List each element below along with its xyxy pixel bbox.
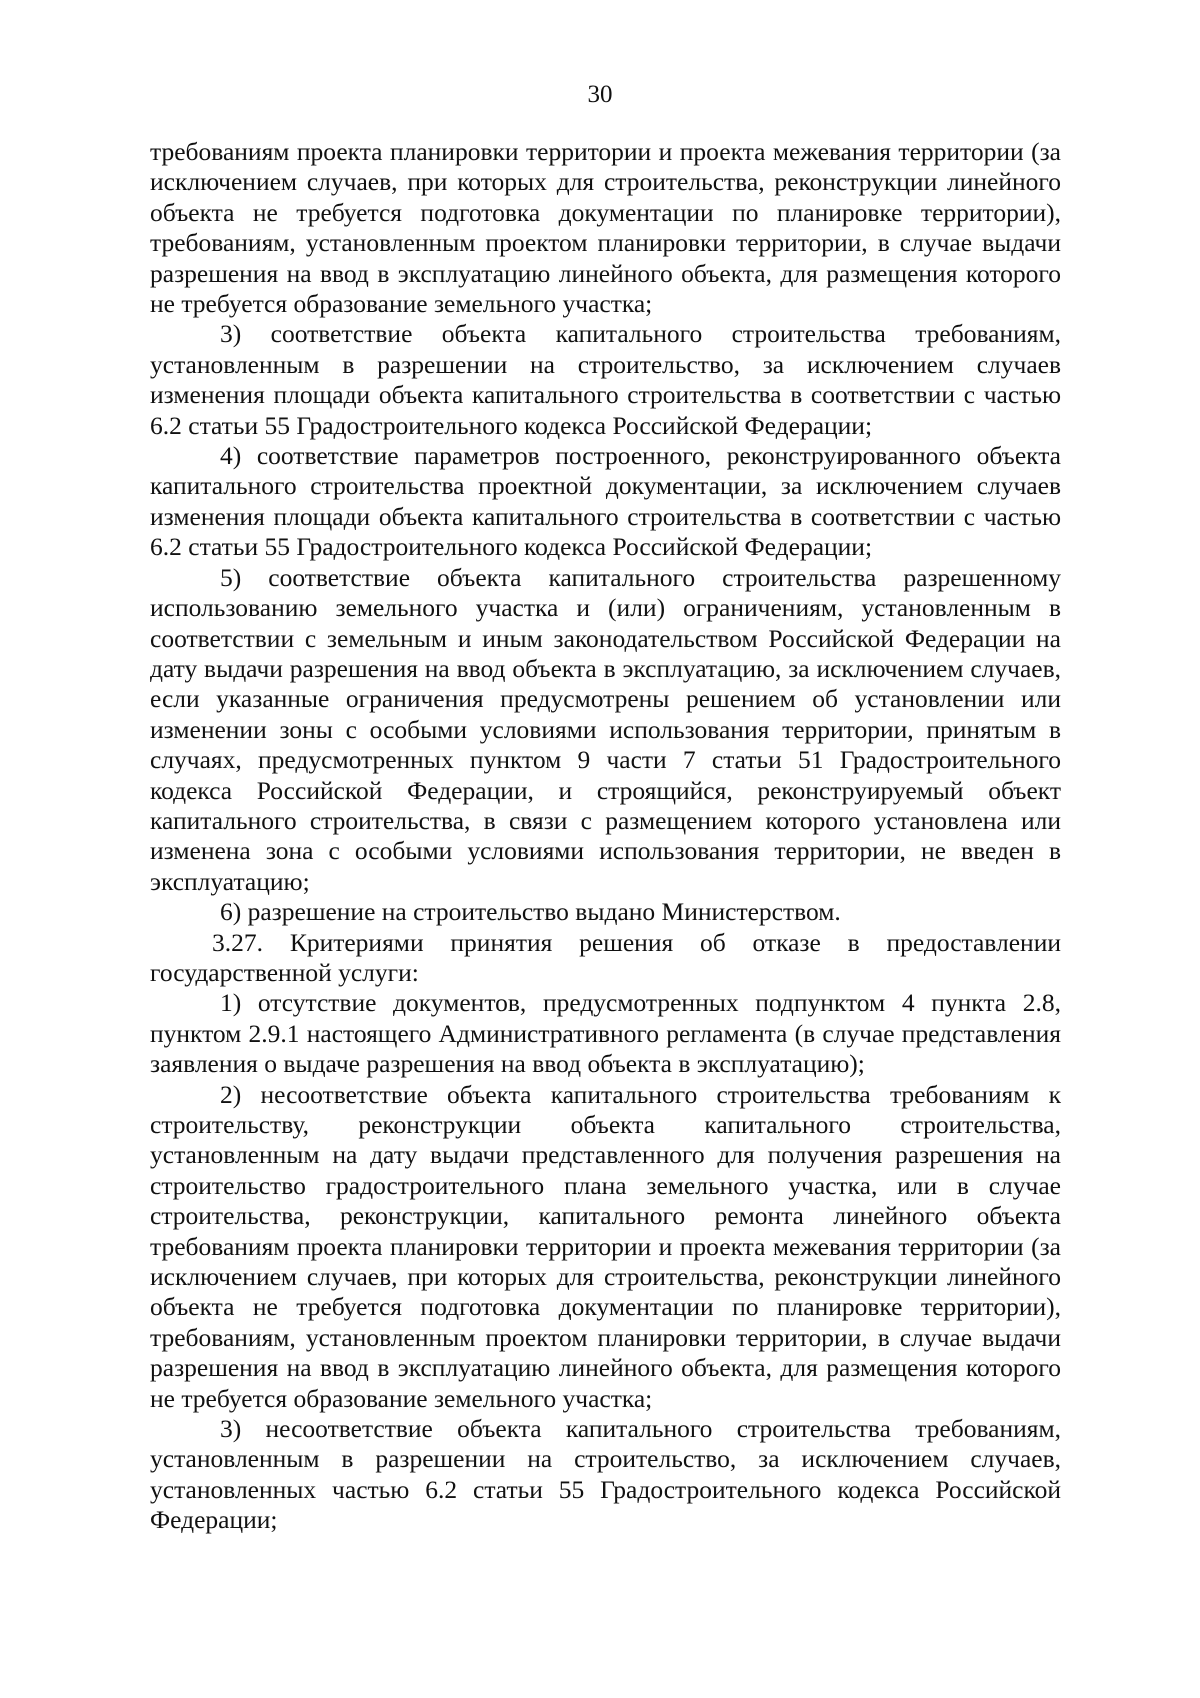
paragraph-section-3-27: 3.27. Критериями принятия решения об отказе в предоставлении государственной услуги:	[150, 927, 1061, 987]
document-body	[150, 137, 1061, 1536]
paragraph-item-4: 4) соответствие параметров построенного, реконструированного объекта капитального строительства проектной документации, за исключением случаев изменения площади объекта капитального строительства в соответствии с частью 6.2 статьи 55 Градостроительного кодекса Российской Федерации;	[150, 441, 1061, 562]
paragraph-refusal-item-3: 3) несоответствие объекта капитального строительства требованиям, установленным в разрешении на строительство, за исключением случаев, установленных частью 6.2 статьи 55 Градостроительного кодекса Российской Федерации;	[150, 1414, 1061, 1535]
paragraph-item-6: 6) разрешение на строительство выдано Министерством.	[220, 897, 841, 927]
page-number: 30	[587, 81, 613, 108]
paragraph-refusal-item-1: 1) отсутствие документов, предусмотренных подпунктом 4 пункта 2.8, пунктом 2.9.1 настоящего Административного регламента (в случае представления заявления о выдаче разрешения на ввод объекта в эксплуатацию);	[150, 988, 1061, 1079]
paragraph-item-5: 5) соответствие объекта капитального строительства разрешенному использованию земельного участка и (или) ограничениям, установленным в соответствии с земельным и иным законодательством Российской Федерации на дату выдачи разрешения на ввод объекта в эксплуатацию, за исключением случаев, если указанные ограничения предусмотрены решением об установлении или изменении зоны с особыми условиями использования территории, принятым в случаях, предусмотренных пунктом 9 части 7 статьи 51 Градостроительного кодекса Российской Федерации, и строящийся, реконструируемый объект капитального строительства, в связи с размещением которого установлена или изменена зона с особыми условиями использования территории, не введен в эксплуатацию;	[150, 562, 1061, 896]
paragraph-continuation: требованиям проекта планировки территории и проекта межевания территории (за исключением случаев, при которых для строительства, реконструкции линейного объекта не требуется подготовка документации по планировке территории), требованиям, установленным проектом планировки территории, в случае выдачи разрешения на ввод в эксплуатацию линейного объекта, для размещения которого не требуется образование земельного участка;	[150, 137, 1061, 319]
paragraph-refusal-item-2: 2) несоответствие объекта капитального строительства требованиям к строительству, реконструкции объекта капитального строительства, установленным на дату выдачи представленного для получения разрешения на строительство градостроительного плана земельного участка, или в случае строительства, реконструкции, капитального ремонта линейного объекта требованиям проекта планировки территории и проекта межевания территории (за исключением случаев, при которых для строительства, реконструкции линейного объекта не требуется подготовка документации по планировке территории), требованиям, установленным проектом планировки территории, в случае выдачи разрешения на ввод в эксплуатацию линейного объекта, для размещения которого не требуется образование земельного участка;	[150, 1079, 1061, 1413]
paragraph-item-3: 3) соответствие объекта капитального строительства требованиям, установленным в разрешении на строительство, за исключением случаев изменения площади объекта капитального строительства в соответствии с частью 6.2 статьи 55 Градостроительного кодекса Российской Федерации;	[150, 319, 1061, 440]
